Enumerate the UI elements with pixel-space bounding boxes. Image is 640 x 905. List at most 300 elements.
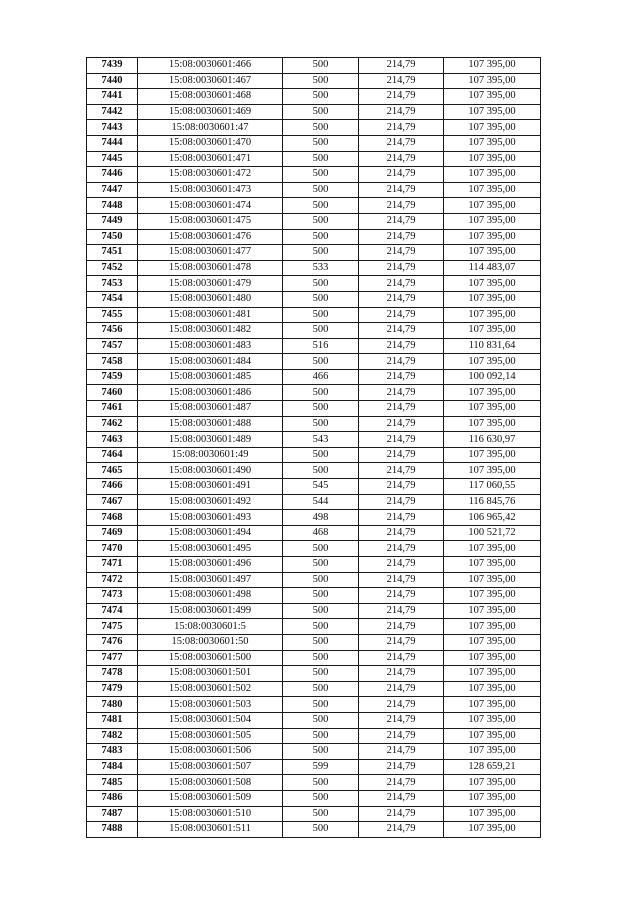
area-cell: 500 — [283, 712, 359, 728]
area-cell: 500 — [283, 307, 359, 323]
table-row — [87, 790, 541, 806]
value-cell: 107 395,00 — [444, 619, 541, 635]
table-row — [87, 681, 541, 697]
row-number-cell: 7483 — [87, 744, 138, 760]
rate-cell: 214,79 — [359, 822, 444, 838]
row-number-cell: 7486 — [87, 790, 138, 806]
row-number-cell: 7457 — [87, 338, 138, 354]
row-number-cell: 7446 — [87, 167, 138, 183]
rate-cell: 214,79 — [359, 401, 444, 417]
area-cell: 500 — [283, 728, 359, 744]
cadastral-number-cell: 15:08:0030601:499 — [138, 603, 283, 619]
cadastral-number-cell: 15:08:0030601:483 — [138, 338, 283, 354]
rate-cell: 214,79 — [359, 182, 444, 198]
area-cell: 500 — [283, 198, 359, 214]
table-row — [87, 167, 541, 183]
value-cell: 100 521,72 — [444, 525, 541, 541]
rate-cell: 214,79 — [359, 541, 444, 557]
area-cell: 500 — [283, 650, 359, 666]
table-row — [87, 479, 541, 495]
table-row — [87, 447, 541, 463]
area-cell: 500 — [283, 73, 359, 89]
table-row — [87, 525, 541, 541]
value-cell: 107 395,00 — [444, 401, 541, 417]
rate-cell: 214,79 — [359, 89, 444, 105]
rate-cell: 214,79 — [359, 73, 444, 89]
table-row — [87, 213, 541, 229]
rate-cell: 214,79 — [359, 728, 444, 744]
value-cell: 107 395,00 — [444, 822, 541, 838]
cadastral-number-cell: 15:08:0030601:511 — [138, 822, 283, 838]
area-cell: 500 — [283, 182, 359, 198]
rate-cell: 214,79 — [359, 494, 444, 510]
cadastral-number-cell: 15:08:0030601:495 — [138, 541, 283, 557]
area-cell: 500 — [283, 634, 359, 650]
value-cell: 107 395,00 — [444, 73, 541, 89]
value-cell: 110 831,64 — [444, 338, 541, 354]
value-cell: 107 395,00 — [444, 307, 541, 323]
row-number-cell: 7478 — [87, 666, 138, 682]
rate-cell: 214,79 — [359, 510, 444, 526]
table-row — [87, 510, 541, 526]
area-cell: 468 — [283, 525, 359, 541]
rate-cell: 214,79 — [359, 151, 444, 167]
rate-cell: 214,79 — [359, 135, 444, 151]
area-cell: 500 — [283, 463, 359, 479]
row-number-cell: 7453 — [87, 276, 138, 292]
area-cell: 500 — [283, 697, 359, 713]
row-number-cell: 7462 — [87, 416, 138, 432]
table-body — [87, 58, 541, 838]
rate-cell: 214,79 — [359, 525, 444, 541]
row-number-cell: 7464 — [87, 447, 138, 463]
table-row — [87, 806, 541, 822]
value-cell: 107 395,00 — [444, 385, 541, 401]
table-row — [87, 89, 541, 105]
row-number-cell: 7481 — [87, 712, 138, 728]
rate-cell: 214,79 — [359, 338, 444, 354]
table-row — [87, 775, 541, 791]
row-number-cell: 7484 — [87, 759, 138, 775]
value-cell: 107 395,00 — [444, 182, 541, 198]
rate-cell: 214,79 — [359, 120, 444, 136]
table-row — [87, 135, 541, 151]
area-cell: 500 — [283, 447, 359, 463]
cadastral-number-cell: 15:08:0030601:500 — [138, 650, 283, 666]
table-row — [87, 354, 541, 370]
value-cell: 107 395,00 — [444, 572, 541, 588]
cadastral-number-cell: 15:08:0030601:49 — [138, 447, 283, 463]
area-cell: 500 — [283, 213, 359, 229]
row-number-cell: 7470 — [87, 541, 138, 557]
row-number-cell: 7466 — [87, 479, 138, 495]
area-cell: 500 — [283, 229, 359, 245]
table-row — [87, 245, 541, 261]
value-cell: 107 395,00 — [444, 541, 541, 557]
table-row — [87, 744, 541, 760]
row-number-cell: 7461 — [87, 401, 138, 417]
area-cell: 500 — [283, 58, 359, 74]
rate-cell: 214,79 — [359, 759, 444, 775]
cadastral-number-cell: 15:08:0030601:492 — [138, 494, 283, 510]
area-cell: 500 — [283, 401, 359, 417]
rate-cell: 214,79 — [359, 307, 444, 323]
area-cell: 500 — [283, 557, 359, 573]
table-row — [87, 229, 541, 245]
area-cell: 500 — [283, 89, 359, 105]
table-row — [87, 276, 541, 292]
area-cell: 516 — [283, 338, 359, 354]
cadastral-number-cell: 15:08:0030601:474 — [138, 198, 283, 214]
table-row — [87, 182, 541, 198]
rate-cell: 214,79 — [359, 58, 444, 74]
area-cell: 466 — [283, 369, 359, 385]
value-cell: 116 845,76 — [444, 494, 541, 510]
value-cell: 107 395,00 — [444, 104, 541, 120]
area-cell: 500 — [283, 291, 359, 307]
table-row — [87, 73, 541, 89]
table-row — [87, 463, 541, 479]
row-number-cell: 7475 — [87, 619, 138, 635]
rate-cell: 214,79 — [359, 479, 444, 495]
value-cell: 107 395,00 — [444, 151, 541, 167]
cadastral-number-cell: 15:08:0030601:498 — [138, 588, 283, 604]
row-number-cell: 7447 — [87, 182, 138, 198]
cadastral-number-cell: 15:08:0030601:477 — [138, 245, 283, 261]
area-cell: 500 — [283, 541, 359, 557]
value-cell: 107 395,00 — [444, 463, 541, 479]
cadastral-number-cell: 15:08:0030601:479 — [138, 276, 283, 292]
table-row — [87, 198, 541, 214]
row-number-cell: 7479 — [87, 681, 138, 697]
value-cell: 128 659,21 — [444, 759, 541, 775]
rate-cell: 214,79 — [359, 245, 444, 261]
value-cell: 107 395,00 — [444, 712, 541, 728]
value-cell: 107 395,00 — [444, 588, 541, 604]
cadastral-number-cell: 15:08:0030601:467 — [138, 73, 283, 89]
cadastral-number-cell: 15:08:0030601:491 — [138, 479, 283, 495]
value-cell: 107 395,00 — [444, 650, 541, 666]
cadastral-number-cell: 15:08:0030601:488 — [138, 416, 283, 432]
area-cell: 500 — [283, 666, 359, 682]
cadastral-number-cell: 15:08:0030601:485 — [138, 369, 283, 385]
table-row — [87, 634, 541, 650]
value-cell: 107 395,00 — [444, 291, 541, 307]
area-cell: 500 — [283, 619, 359, 635]
row-number-cell: 7465 — [87, 463, 138, 479]
value-cell: 114 483,07 — [444, 260, 541, 276]
area-cell: 500 — [283, 416, 359, 432]
row-number-cell: 7460 — [87, 385, 138, 401]
table-row — [87, 307, 541, 323]
cadastral-number-cell: 15:08:0030601:478 — [138, 260, 283, 276]
area-cell: 500 — [283, 681, 359, 697]
value-cell: 107 395,00 — [444, 603, 541, 619]
value-cell: 116 630,97 — [444, 432, 541, 448]
value-cell: 107 395,00 — [444, 198, 541, 214]
area-cell: 500 — [283, 245, 359, 261]
value-cell: 107 395,00 — [444, 276, 541, 292]
table-row — [87, 385, 541, 401]
rate-cell: 214,79 — [359, 291, 444, 307]
value-cell: 107 395,00 — [444, 447, 541, 463]
area-cell: 500 — [283, 572, 359, 588]
rate-cell: 214,79 — [359, 354, 444, 370]
row-number-cell: 7473 — [87, 588, 138, 604]
row-number-cell: 7439 — [87, 58, 138, 74]
table-row — [87, 619, 541, 635]
row-number-cell: 7458 — [87, 354, 138, 370]
value-cell: 107 395,00 — [444, 728, 541, 744]
value-cell: 107 395,00 — [444, 681, 541, 697]
rate-cell: 214,79 — [359, 276, 444, 292]
area-cell: 500 — [283, 135, 359, 151]
cadastral-number-cell: 15:08:0030601:47 — [138, 120, 283, 136]
value-cell: 100 092,14 — [444, 369, 541, 385]
value-cell: 107 395,00 — [444, 806, 541, 822]
area-cell: 500 — [283, 790, 359, 806]
cadastral-number-cell: 15:08:0030601:489 — [138, 432, 283, 448]
value-cell: 107 395,00 — [444, 416, 541, 432]
value-cell: 107 395,00 — [444, 354, 541, 370]
cadastral-number-cell: 15:08:0030601:506 — [138, 744, 283, 760]
cadastral-number-cell: 15:08:0030601:468 — [138, 89, 283, 105]
cadastral-number-cell: 15:08:0030601:469 — [138, 104, 283, 120]
cadastral-number-cell: 15:08:0030601:50 — [138, 634, 283, 650]
table-row — [87, 697, 541, 713]
row-number-cell: 7445 — [87, 151, 138, 167]
row-number-cell: 7440 — [87, 73, 138, 89]
cadastral-number-cell: 15:08:0030601:494 — [138, 525, 283, 541]
cadastral-number-cell: 15:08:0030601:476 — [138, 229, 283, 245]
value-cell: 107 395,00 — [444, 775, 541, 791]
area-cell: 500 — [283, 588, 359, 604]
row-number-cell: 7456 — [87, 323, 138, 339]
rate-cell: 214,79 — [359, 213, 444, 229]
land-parcel-table — [86, 57, 541, 838]
rate-cell: 214,79 — [359, 681, 444, 697]
area-cell: 500 — [283, 603, 359, 619]
table-row — [87, 712, 541, 728]
row-number-cell: 7485 — [87, 775, 138, 791]
table-row — [87, 666, 541, 682]
cadastral-number-cell: 15:08:0030601:480 — [138, 291, 283, 307]
table-row — [87, 338, 541, 354]
cadastral-number-cell: 15:08:0030601:481 — [138, 307, 283, 323]
area-cell: 500 — [283, 151, 359, 167]
row-number-cell: 7441 — [87, 89, 138, 105]
cadastral-number-cell: 15:08:0030601:504 — [138, 712, 283, 728]
row-number-cell: 7487 — [87, 806, 138, 822]
cadastral-number-cell: 15:08:0030601:507 — [138, 759, 283, 775]
row-number-cell: 7477 — [87, 650, 138, 666]
table-row — [87, 260, 541, 276]
table-row — [87, 650, 541, 666]
area-cell: 533 — [283, 260, 359, 276]
area-cell: 500 — [283, 775, 359, 791]
cadastral-number-cell: 15:08:0030601:497 — [138, 572, 283, 588]
area-cell: 500 — [283, 120, 359, 136]
value-cell: 107 395,00 — [444, 634, 541, 650]
table-row — [87, 759, 541, 775]
area-cell: 500 — [283, 104, 359, 120]
area-cell: 500 — [283, 744, 359, 760]
row-number-cell: 7480 — [87, 697, 138, 713]
area-cell: 498 — [283, 510, 359, 526]
rate-cell: 214,79 — [359, 323, 444, 339]
value-cell: 107 395,00 — [444, 167, 541, 183]
table-row — [87, 369, 541, 385]
row-number-cell: 7452 — [87, 260, 138, 276]
rate-cell: 214,79 — [359, 650, 444, 666]
rate-cell: 214,79 — [359, 806, 444, 822]
area-cell: 500 — [283, 354, 359, 370]
rate-cell: 214,79 — [359, 260, 444, 276]
value-cell: 107 395,00 — [444, 229, 541, 245]
rate-cell: 214,79 — [359, 369, 444, 385]
cadastral-number-cell: 15:08:0030601:493 — [138, 510, 283, 526]
cadastral-number-cell: 15:08:0030601:503 — [138, 697, 283, 713]
row-number-cell: 7474 — [87, 603, 138, 619]
table-row — [87, 104, 541, 120]
rate-cell: 214,79 — [359, 167, 444, 183]
row-number-cell: 7488 — [87, 822, 138, 838]
rate-cell: 214,79 — [359, 634, 444, 650]
row-number-cell: 7443 — [87, 120, 138, 136]
rate-cell: 214,79 — [359, 790, 444, 806]
row-number-cell: 7450 — [87, 229, 138, 245]
row-number-cell: 7459 — [87, 369, 138, 385]
value-cell: 117 060,55 — [444, 479, 541, 495]
value-cell: 106 965,42 — [444, 510, 541, 526]
rate-cell: 214,79 — [359, 603, 444, 619]
row-number-cell: 7451 — [87, 245, 138, 261]
table-row — [87, 291, 541, 307]
value-cell: 107 395,00 — [444, 557, 541, 573]
rate-cell: 214,79 — [359, 697, 444, 713]
cadastral-number-cell: 15:08:0030601:487 — [138, 401, 283, 417]
area-cell: 500 — [283, 822, 359, 838]
value-cell: 107 395,00 — [444, 120, 541, 136]
rate-cell: 214,79 — [359, 432, 444, 448]
cadastral-number-cell: 15:08:0030601:473 — [138, 182, 283, 198]
cadastral-number-cell: 15:08:0030601:510 — [138, 806, 283, 822]
rate-cell: 214,79 — [359, 463, 444, 479]
value-cell: 107 395,00 — [444, 790, 541, 806]
row-number-cell: 7468 — [87, 510, 138, 526]
value-cell: 107 395,00 — [444, 697, 541, 713]
rate-cell: 214,79 — [359, 104, 444, 120]
value-cell: 107 395,00 — [444, 89, 541, 105]
rate-cell: 214,79 — [359, 775, 444, 791]
value-cell: 107 395,00 — [444, 245, 541, 261]
table-row — [87, 728, 541, 744]
cadastral-number-cell: 15:08:0030601:471 — [138, 151, 283, 167]
cadastral-number-cell: 15:08:0030601:490 — [138, 463, 283, 479]
table-row — [87, 588, 541, 604]
value-cell: 107 395,00 — [444, 744, 541, 760]
table-row — [87, 416, 541, 432]
table-row — [87, 151, 541, 167]
row-number-cell: 7469 — [87, 525, 138, 541]
value-cell: 107 395,00 — [444, 666, 541, 682]
rate-cell: 214,79 — [359, 744, 444, 760]
area-cell: 500 — [283, 385, 359, 401]
cadastral-number-cell: 15:08:0030601:466 — [138, 58, 283, 74]
rate-cell: 214,79 — [359, 557, 444, 573]
cadastral-number-cell: 15:08:0030601:502 — [138, 681, 283, 697]
row-number-cell: 7449 — [87, 213, 138, 229]
table-row — [87, 323, 541, 339]
value-cell: 107 395,00 — [444, 213, 541, 229]
rate-cell: 214,79 — [359, 572, 444, 588]
row-number-cell: 7463 — [87, 432, 138, 448]
area-cell: 500 — [283, 806, 359, 822]
rate-cell: 214,79 — [359, 198, 444, 214]
area-cell: 500 — [283, 276, 359, 292]
area-cell: 500 — [283, 167, 359, 183]
row-number-cell: 7455 — [87, 307, 138, 323]
row-number-cell: 7444 — [87, 135, 138, 151]
table-row — [87, 572, 541, 588]
cadastral-number-cell: 15:08:0030601:484 — [138, 354, 283, 370]
row-number-cell: 7476 — [87, 634, 138, 650]
cadastral-number-cell: 15:08:0030601:501 — [138, 666, 283, 682]
value-cell: 107 395,00 — [444, 135, 541, 151]
cadastral-number-cell: 15:08:0030601:486 — [138, 385, 283, 401]
table-row — [87, 557, 541, 573]
rate-cell: 214,79 — [359, 588, 444, 604]
table-row — [87, 432, 541, 448]
area-cell: 599 — [283, 759, 359, 775]
area-cell: 544 — [283, 494, 359, 510]
value-cell: 107 395,00 — [444, 58, 541, 74]
rate-cell: 214,79 — [359, 229, 444, 245]
rate-cell: 214,79 — [359, 619, 444, 635]
cadastral-number-cell: 15:08:0030601:5 — [138, 619, 283, 635]
row-number-cell: 7454 — [87, 291, 138, 307]
area-cell: 545 — [283, 479, 359, 495]
table-row — [87, 58, 541, 74]
cadastral-number-cell: 15:08:0030601:475 — [138, 213, 283, 229]
row-number-cell: 7471 — [87, 557, 138, 573]
rate-cell: 214,79 — [359, 416, 444, 432]
row-number-cell: 7448 — [87, 198, 138, 214]
rate-cell: 214,79 — [359, 666, 444, 682]
rate-cell: 214,79 — [359, 712, 444, 728]
cadastral-number-cell: 15:08:0030601:496 — [138, 557, 283, 573]
table-row — [87, 494, 541, 510]
cadastral-number-cell: 15:08:0030601:482 — [138, 323, 283, 339]
table-row — [87, 603, 541, 619]
cadastral-number-cell: 15:08:0030601:508 — [138, 775, 283, 791]
cadastral-number-cell: 15:08:0030601:470 — [138, 135, 283, 151]
cadastral-number-cell: 15:08:0030601:472 — [138, 167, 283, 183]
table-row — [87, 822, 541, 838]
area-cell: 500 — [283, 323, 359, 339]
row-number-cell: 7472 — [87, 572, 138, 588]
table-row — [87, 401, 541, 417]
cadastral-number-cell: 15:08:0030601:509 — [138, 790, 283, 806]
cadastral-number-cell: 15:08:0030601:505 — [138, 728, 283, 744]
row-number-cell: 7467 — [87, 494, 138, 510]
row-number-cell: 7482 — [87, 728, 138, 744]
rate-cell: 214,79 — [359, 447, 444, 463]
table-row — [87, 120, 541, 136]
table-row — [87, 541, 541, 557]
row-number-cell: 7442 — [87, 104, 138, 120]
area-cell: 543 — [283, 432, 359, 448]
